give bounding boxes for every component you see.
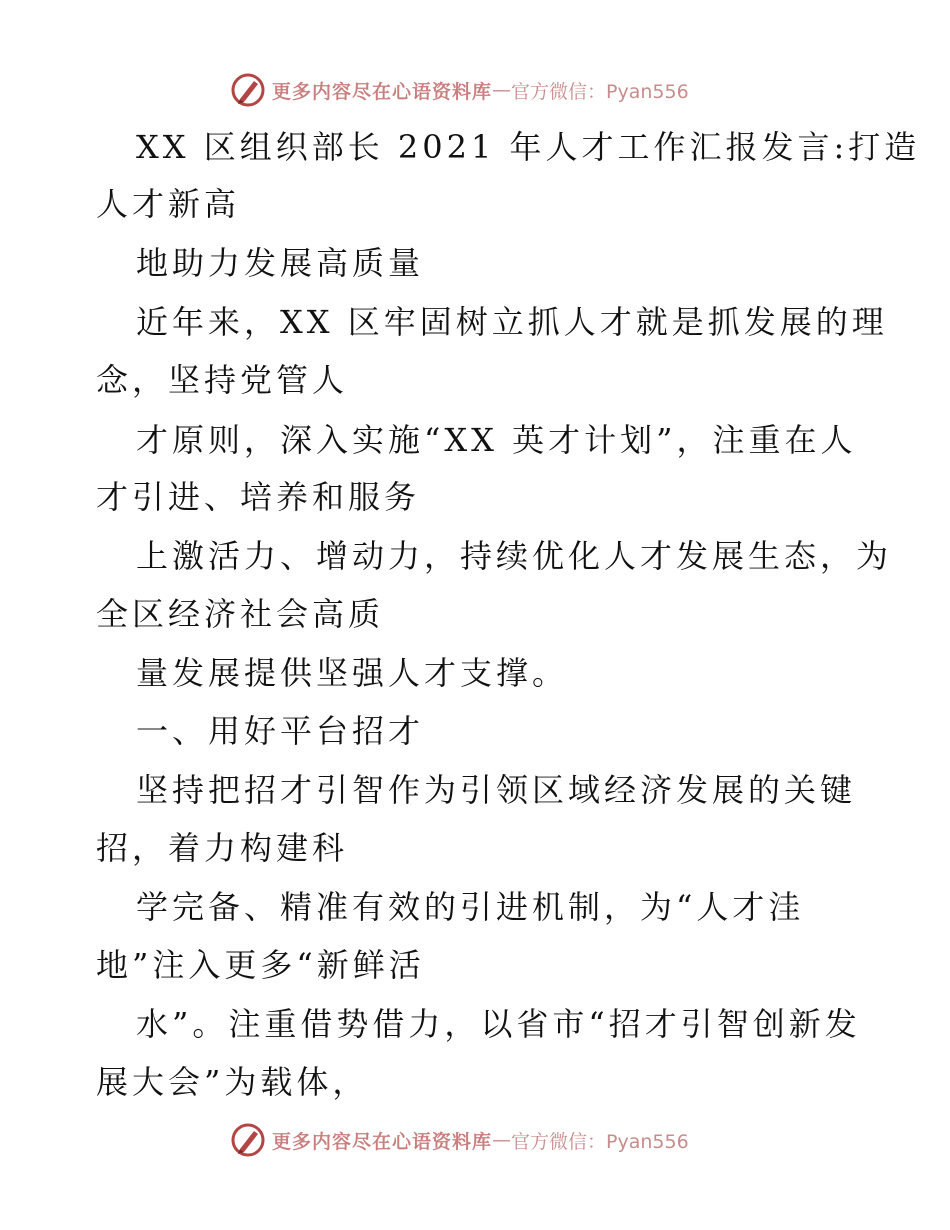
watermark-text: 更多内容尽在心语资料库 xyxy=(272,80,493,103)
watermark-contact: 官方微信：Pyan556 xyxy=(511,1130,689,1153)
body-line: 坚持把招才引智作为引领区域经济发展的关键 xyxy=(136,771,857,809)
body-line: 展大会”为载体， xyxy=(96,1063,369,1101)
body-line: 念，坚持党管人 xyxy=(96,361,349,399)
body-line: 才原则，深入实施“XX 英才计划”，注重在人 xyxy=(136,421,857,459)
body-line: 全区经济社会高质 xyxy=(96,595,385,633)
section-heading: 一、用好平台招才 xyxy=(136,712,425,750)
title-line-2: 人才新高 xyxy=(96,185,241,223)
body-line: 量发展提供坚强人才支撑。 xyxy=(136,654,569,692)
header-watermark xyxy=(230,70,689,110)
watermark-separator: — xyxy=(492,79,512,101)
title-line-1: XX 区组织部长 2021 年人才工作汇报发言:打造 xyxy=(136,128,921,166)
watermark-contact: 官方微信：Pyan556 xyxy=(511,80,689,103)
body-line: 水”。注重借势借力，以省市“招才引智创新发 xyxy=(136,1005,861,1043)
red-pen-logo-icon xyxy=(230,72,266,108)
red-pen-logo-icon xyxy=(230,1122,266,1158)
body-line: 才引进、培养和服务 xyxy=(96,478,421,516)
body-line: 招，着力构建科 xyxy=(96,829,349,867)
body-line: 学完备、精准有效的引进机制，为“人才洼 xyxy=(136,888,805,926)
body-line: 地”注入更多“新鲜活 xyxy=(96,946,425,984)
footer-watermark xyxy=(230,1120,689,1160)
watermark-separator: — xyxy=(492,1129,512,1151)
body-line: 近年来，XX 区牢固树立抓人才就是抓发展的理 xyxy=(136,303,888,341)
subtitle-line: 地助力发展高质量 xyxy=(136,244,425,282)
watermark-text: 更多内容尽在心语资料库 xyxy=(272,1130,493,1153)
body-line: 上激活力、增动力，持续优化人才发展生态，为 xyxy=(136,537,893,575)
